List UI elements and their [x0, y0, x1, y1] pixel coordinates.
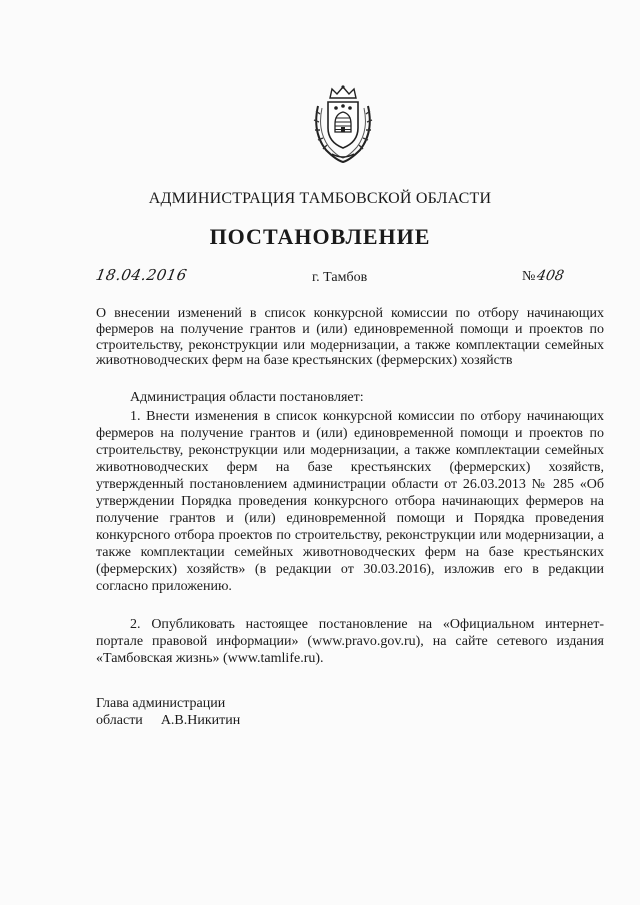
document-subject: О внесении изменений в список конкурсной комиссии по отбору начинающих фермеров на получение грантов и (или) единовременной помощи и проектов по строительству, реконструкции или модернизации, а также комплектации семейных животноводческих ферм на базе крестьянских (фермерских) хозяйств	[96, 306, 604, 369]
number-value: 408	[535, 268, 566, 284]
preamble: Администрация области постановляет:	[130, 390, 364, 405]
issuing-authority: АДМИНИСТРАЦИЯ ТАМБОВСКОЙ ОБЛАСТИ	[148, 190, 492, 207]
coat-of-arms-icon	[308, 84, 378, 164]
signature-region: области	[96, 713, 143, 728]
signature-line-2	[96, 712, 240, 729]
signatory-name: А.В.Никитин	[160, 713, 241, 728]
document-city: г. Тамбов	[312, 270, 368, 285]
signature-block	[96, 695, 240, 729]
document-date: 18.04.2016	[94, 266, 189, 284]
signature-position: Глава администрации	[96, 696, 226, 711]
paragraph-2: 2. Опубликовать настоящее постановление на «Официальном интернет-портале правовой информации» (www.pravo.gov.ru), на сайте сетевого издания «Тамбовская жизнь» (www.tamlife.ru).	[96, 617, 604, 666]
document-type-title: ПОСТАНОВЛЕНИЕ	[209, 224, 431, 249]
paragraph-1: 1. Внести изменения в список конкурсной комиссии по отбору начинающих фермеров на получение грантов и (или) единовременной помощи и проектов по строительству, реконструкции или модернизации, а также комплектации семейных животноводческих ферм на базе крестьянских (фермерских) хозяйств, утвержденный постановлением администрации области от 26.03.2013 № 285 «Об утверждении Порядка проведения конкурсного отбора начинающих фермеров на получение грантов и (или) единовременной помощи и Порядка проведения конкурсного отбора проектов по строительству, реконструкции или модернизации, а также комплектации семейных животноводческих ферм на базе крестьянских (фермерских) хозяйств» (в редакции от 30.03.2016), изложив его в редакции согласно приложению.	[96, 409, 604, 594]
document-number	[522, 268, 564, 285]
number-sign: №	[522, 269, 536, 284]
